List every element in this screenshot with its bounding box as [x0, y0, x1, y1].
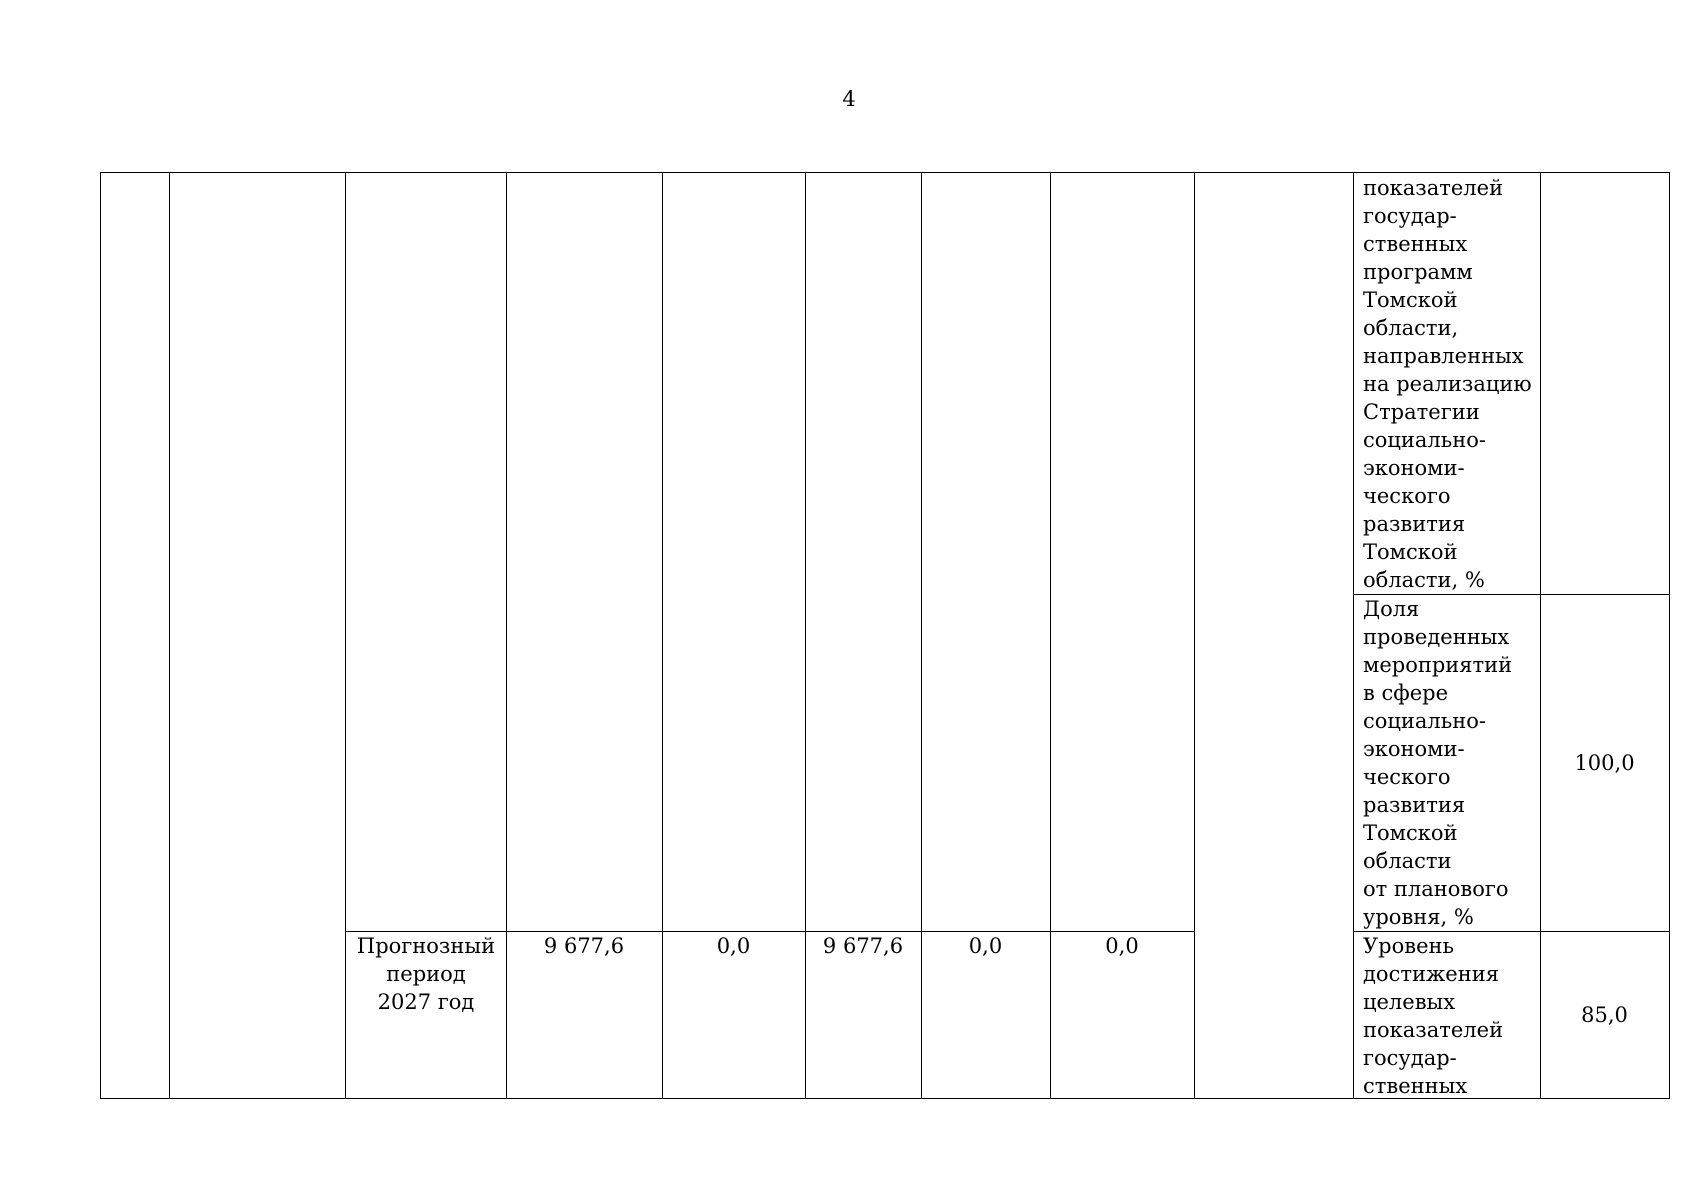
forecast-value-local: 0,0 [968, 934, 1003, 958]
page-number: 4 [842, 87, 856, 111]
indicator-value: 100,0 [1574, 751, 1635, 775]
indicator-text: показателей государ- ственных программ Томской области, направленных на реализацию Стратегии социально- экономи- ческого развития Томской области, % [1363, 176, 1532, 592]
indicator-value: 85,0 [1581, 1003, 1628, 1027]
table-top-border [100, 172, 1670, 173]
column-border [1353, 172, 1354, 1099]
forecast-period-label: Прогнозный период 2027 год [356, 934, 496, 1014]
forecast-value-total: 9 677,6 [543, 934, 625, 958]
forecast-value-other: 0,0 [1105, 934, 1139, 958]
column-border [1194, 172, 1195, 1099]
column-border [169, 172, 170, 1099]
indicator-text: Доля проведенных мероприятий в сфере социально- экономи- ческого развития Томской области от планового уровня, % [1363, 597, 1513, 929]
forecast-value-regional: 9 677,6 [822, 934, 904, 958]
column-border [1540, 172, 1541, 1099]
indicator-text: Уровень достижения целевых показателей государ- ственных [1363, 934, 1504, 1098]
column-border [100, 172, 101, 1099]
forecast-value-federal: 0,0 [716, 934, 751, 958]
budget-table [100, 172, 1670, 1099]
column-border [1669, 172, 1670, 1099]
